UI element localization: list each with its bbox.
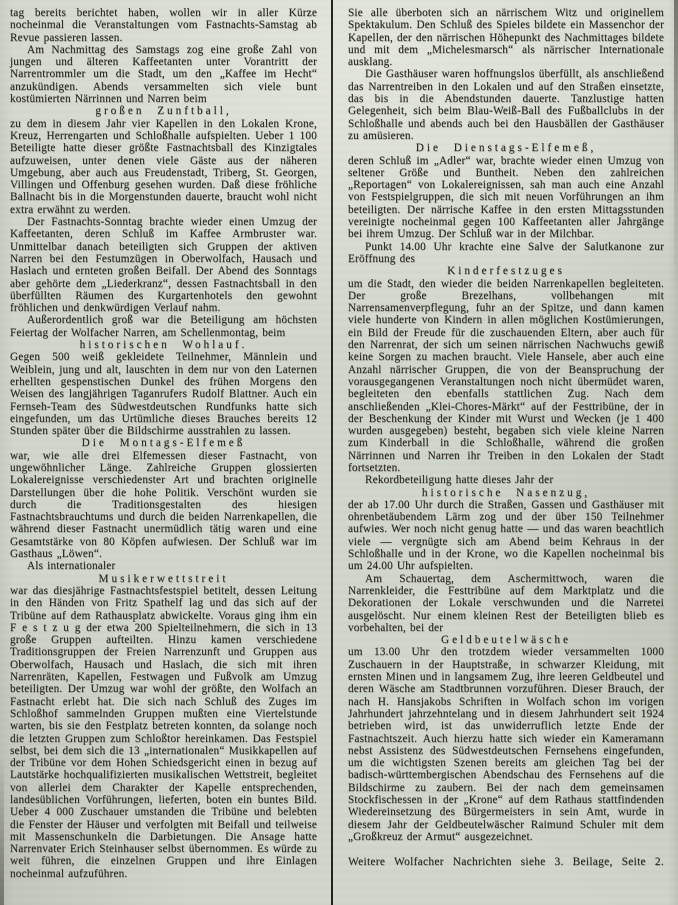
paragraph: war, wie alle drei Elfemessen dieser Fastnacht, von ungewöhnlicher Länge. Zahlreiche Gruppen glossierten Lokalereignisse verschiedenster Art und brachten originelle Darstellungen über die hohe Politik. Verschönt wurden sie durch die Traditionsgestalten des hiesigen Fastnachtsbrauchtums und durch die beiden Narrenkapellen, die während dieser Fastnacht unermüdlich tätig waren und eine Gesamtstärke von 80 Köpfen aufwiesen. Der Schluß war im Gasthaus „Löwen“. [10,449,317,561]
section-heading: Die Dienstags-Elfemeß, [415,142,597,155]
paragraph: Am Schauertag, dem Aschermittwoch, waren die Narrenkleider, die Festtribüne auf dem Marktplatz und die Dekorationen der Lokale verschwunden und die Narretei ausgelöscht. Nur einem kleinen Rest der Beteiligten blieb es vorbehalten, bei der [348,572,664,634]
section-heading: Die Montags-Elfemeß [81,437,246,450]
paragraph: Außerordentlich groß war die Beteiligung am höchsten Feiertag der Wolfacher Narren, am Schellenmontag, beim [10,314,317,339]
paragraph: Rekordbeteiligung hatte dieses Jahr der [365,474,554,487]
paragraph: Am Nachmittag des Samstags zog eine große Zahl von jungen und älteren Kaffeetanten unter Vorantritt der Narrentrommler um die Stadt, um den „Kaffee im Hecht“ anzukündigen. Abends versammelten sich viele bunt kostümierten Närrinnen und Narren beim [10,43,317,106]
paragraph: tag bereits berichtet haben, wollen wir in aller Kürze nocheinmal die Veranstaltungen vom Fastnachts-Samstag ab Revue passieren lassen. [10,7,317,44]
paragraph: deren Schluß im „Adler“ war, brachte wieder einen Umzug von seltener Größe und Buntheit. Neben den zahlreichen „Reportagen“ von Lokalereignissen, sah man auch eine Anzahl von Festspielgruppen, die sich mit neuen Vorführungen an ihm beteiligten. Der närrische Kaffee in den ersten Mittagsstunden vereinigte nocheinmal gegen 100 Kaffeetanten aller Jahrgänge bei ihrem Umzug. Der Schluß war in der Milchbar. [348,154,664,241]
section-heading: Kinderfestzuges [447,265,565,278]
paragraph: um 13.00 Uhr den trotzdem wieder versammelten 1000 Zuschauern in der Hauptstraße, in schwarzer Kleidung, mit ernsten Minen und in langsamem Zug, ihre leeren Geldbeutel und deren Wäsche am Stadtbrunnen vorzuführen. Dieser Brauch, der nach H. Hansjakobs Schriften in Wolfach schon im vorigen Jahrhundert jahrzehntelang und in diesem Jahrhundert seit 1924 betrieben wird, ist das unwiderruflich letzte Ende der Fastnachtszeit. Auch hierzu hatte sich wieder ein Kameramann nebst Assistenz des Südwestdeutschen Fernsehens eingefunden, um die wichtigsten Szenen bereits am gleichen Tag bei der badisch-württembergischen Abendschau des Fernsehens auf die Bildschirme zu zaubern. Bei der nach dem gemeinsamen Stockfischessen in der „Krone“ auf dem Rathaus stattfindenden Wiedereinsetzung des Bürgermeisters in sein Amt, wurde in diesem Jahr der Geldbeutelwäscher Raimund Schuler mit dem „Großkreuz der Armut“ ausgezeichnet. [348,646,664,843]
section-heading: großen Zunftball, [95,105,232,118]
column-left [10,7,317,880]
paragraph: Punkt 14.00 Uhr krachte eine Salve der Salutkanone zur Eröffnung des [348,240,664,265]
paragraph: Gegen 500 weiß gekleidete Teilnehmer, Männlein und Weiblein, jung und alt, lauschten in dem nur von den Laternen erhellten gespenstischen Dunkel des frühen Morgens den Weisen des langjährigen Taganrufers Rudolf Blattner. Auch ein Fernseh-Team des Südwestdeutschen Rundfunks hatte sich eingefunden, um das Urtümliche dieses Brauches bereits 12 Stunden später über die Bildschirme ausstrahlen zu lassen. [10,351,317,438]
section-heading: historische Nasenzug, [421,486,591,499]
paragraph: Die Gasthäuser waren hoffnungslos überfüllt, als anschließend das Narrentreiben in den Lokalen und auf den Straßen einsetzte, das bis in die Abendstunden dauerte. Tanzlustige hatten Gelegenheit, sich beim Blau-Weiß-Ball des Fußballclubs in der Schloßhalle und abends auch bei den Hausbällen der Gasthäuser zu amüsieren. [348,68,664,142]
scan-artifact-left-edge [0,755,4,905]
scan-artifact-right-edge [674,0,678,300]
paragraph: der ab 17.00 Uhr durch die Straßen, Gassen und Gasthäuser mit ohrenbetäubendem Lärm zog und der über 150 Teilnehmer aufwies. Wer noch nicht genug hatte — und das waren beachtlich viele — vergnügte sich am Abend beim Kehraus in der Schloßhalle und in der Krone, wo die Kapellen nocheinmal bis um 24.00 Uhr aufspielten. [348,498,664,573]
column-right [348,7,664,868]
paragraph: Sie alle überboten sich an närrischem Witz und originellem Spektakulum. Den Schluß des Spieles bildete ein Massenchor der Kapellen, der den närrischen Höhepunkt des Nachmittages bildete und mit dem „Michelesmarsch“ als närrischer Internationale ausklang. [348,7,664,69]
footer-note: Weitere Wolfacher Nachrichten siehe 3. Beilage, Seite 2. [348,856,664,869]
paragraph: Als internationaler [27,560,116,573]
section-heading: Geldbeutelwäsche [440,634,571,647]
paragraph: Der Fastnachts-Sonntag brachte wieder einen Umzug der Kaffeetanten, deren Schluß im Kaffee Armbruster war. Unmittelbar danach beteiligten sich Gruppen der aktiven Narren bei den Festumzügen in Oberwolfach, Hausach und Haslach und ernteten großen Beifall. Der Abend des Sonntags aber gehörte dem „Liederkranz“, dessen Fastnachtsball in den überfüllten Räumen des Kurgartenhotels den gewohnt fröhlichen und denkwürdigen Verlauf nahm. [10,216,317,315]
paragraph: um die Stadt, den wieder die beiden Narrenkapellen begleiteten. Der große Brezelhans, vollbehangen mit Narrensamenverpflegung, fuhr an der Spitze, und dann kamen viele hunderte von Kindern in allen möglichen Kostümierungen, ein Bild der Freude für die zuschauenden Eltern, aber auch für den Narrenrat, der sich um seinen närrischen Nachwuchs gewiß keine Sorgen zu machen braucht. Viele Hansele, aber auch eine Anzahl närrischer Gruppen, die von der Beanspruchung der vorausgegangenen Veranstaltungen noch nicht übermüdet waren, begleiteten den ebenfalls stattlichen Zug. Nach dem anschließenden „Klei-Chores-Märkt“ auf der Festtribüne, der in der Beschenkung der Kinder mit Wurst und Wecken (je 1 400 wurden ausgegeben) besteht, begaben sich viele kleine Narren zum Kinderball in die Schloßhalle, während die großen Närrinnen und Narren ihr Treiben in den Lokalen der Stadt fortsetzten. [348,277,664,474]
section-heading: historischen Wohlauf. [79,339,248,352]
column-divider-rule [331,0,333,905]
section-heading: Musikerwettstreit [98,572,229,585]
paragraph: zu dem in diesem Jahr vier Kapellen in den Lokalen Krone, Kreuz, Herrengarten und Schloßhalle aufspielten. Ueber 1 100 Beteiligte hatte dieser größte Fastnachtsball des Kinzigtales aufzuweisen, unter denen viele Gäste aus der näheren Umgebung, aber auch aus Freudenstadt, Triberg, St. Georgen, Villingen und Offenburg gesehen wurden. Daß diese fröhliche Ballnacht bis in die Morgenstunden dauerte, braucht wohl nicht extra erwähnt zu werden. [10,117,317,216]
paragraph: war das diesjährige Fastnachtsfestspiel betitelt, dessen Leitung in den Händen von Fritz Spathelf lag und das sich auf der Tribüne auf dem Rathausplatz abwickelte. Voraus ging ihm ein F e s t z u g der etwa 200 Spielteilnehmern, die sich in 13 große Gruppen aufteilten. Hinzu kamen verschiedene Traditionsgruppen der Freien Narrenzunft und Gruppen aus Oberwolfach, Hausach und Haslach, die sich mit ihren Narrenräten, Kapellen, Festwagen und Fußvolk am Umzug beteiligten. Der Umzug war wohl der größte, den Wolfach an Fastnacht erlebt hat. Die sich nach Schluß des Zuges im Schloßhof sammelnden Gruppen mußten eine Viertelstunde warten, bis sie den Festplatz betreten konnten, da solange noch die letzten Gruppen zum Schloßtor hereinkamen. Das Festspiel selbst, bei dem sich die 13 „internationalen“ Musikkapellen auf der Tribüne vor dem Hohen Schiedsgericht einen in bezug auf Lautstärke hochqualifizierten musikalischen Wettstreit, begleitet von allerlei dem Charakter der Kapelle entsprechenden, landesüblichen Vorführungen, lieferten, boten ein buntes Bild. Ueber 4 000 Zuschauer umstanden die Tribüne und belebten die Fenster der Häuser und verfolgten mit Beifall und teilweise mit Massenschunkeln die Darbietungen. Die Ansage hatte Narrenvater Erich Steinhauser selbst übernommen. Es würde zu weit führen, die einzelnen Gruppen und ihre Einlagen nocheinmal aufzuführen. [10,584,317,880]
